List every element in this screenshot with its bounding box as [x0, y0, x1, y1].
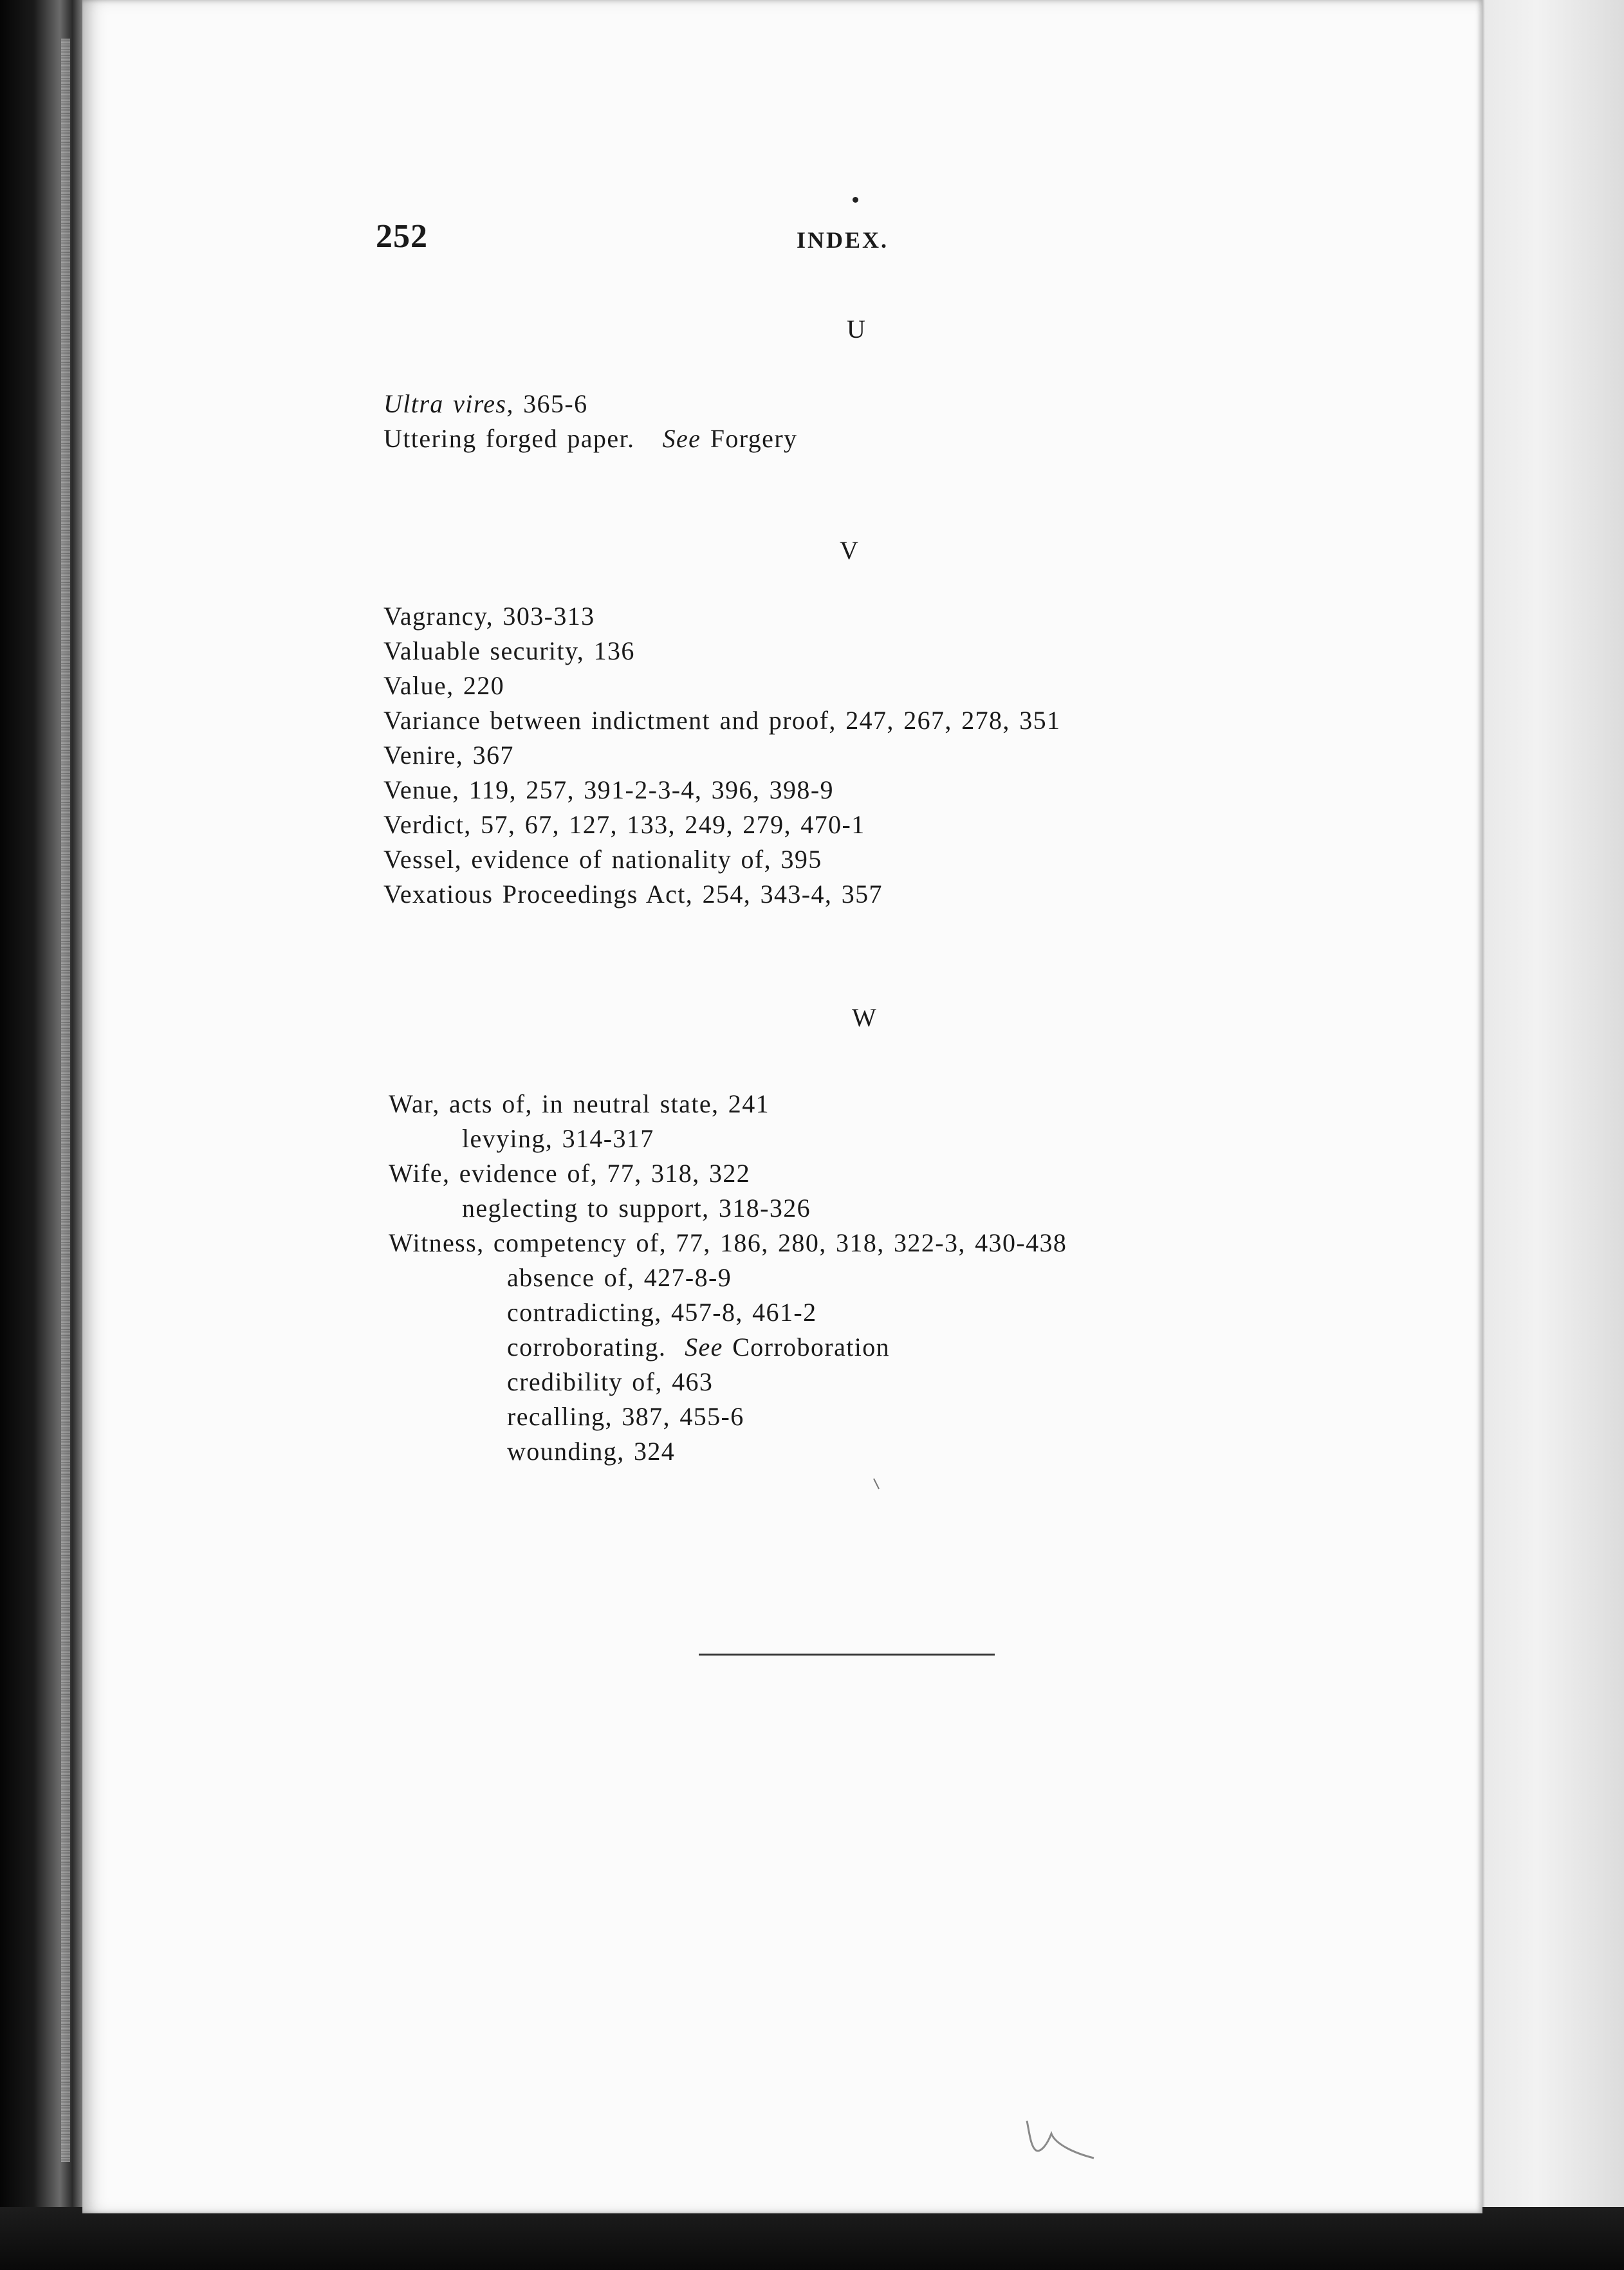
index-entry: Vagrancy, 303-313: [383, 602, 595, 631]
cross-reference: Forgery: [701, 424, 798, 453]
index-subentry-corroborating: [507, 1334, 890, 1360]
index-entry: War, acts of, in neutral state, 241: [389, 1089, 770, 1118]
end-rule: [699, 1654, 995, 1656]
section-letter-w: W: [852, 1003, 877, 1032]
running-head: INDEX.: [797, 227, 889, 253]
index-subentry: absence of, 427-8-9: [507, 1263, 732, 1292]
section-letter-v: V: [840, 536, 859, 565]
cross-reference: Corroboration: [723, 1333, 890, 1361]
entry-pages: 365-6: [513, 389, 588, 418]
index-entry-uttering: [383, 426, 797, 452]
index-entry-ultra-vires: [383, 391, 587, 417]
printer-dot-mark: [853, 197, 858, 203]
index-entry: Value, 220: [383, 671, 505, 700]
see-reference-word: See: [662, 424, 701, 453]
index-subentry: wounding, 324: [507, 1437, 676, 1466]
see-reference-word: See: [685, 1333, 723, 1361]
page-content: [82, 0, 1482, 2213]
index-entry: Valuable security, 136: [383, 636, 635, 665]
book-page: [82, 0, 1482, 2213]
page-number: 252: [376, 218, 428, 255]
index-subentry: levying, 314-317: [462, 1124, 654, 1153]
index-subentry: credibility of, 463: [507, 1367, 714, 1396]
stray-mark-icon: [872, 1477, 880, 1490]
entry-text: Uttering forged paper.: [383, 424, 635, 453]
facing-page-edge: [1459, 0, 1624, 2270]
index-entry: Venire, 367: [383, 741, 514, 770]
index-entry: Wife, evidence of, 77, 318, 322: [389, 1159, 751, 1188]
index-subentry: recalling, 387, 455-6: [507, 1402, 744, 1431]
scan-bottom-edge: [0, 2207, 1624, 2270]
section-letter-u: U: [847, 315, 866, 344]
index-entry: Vexatious Proceedings Act, 254, 343-4, 357: [383, 880, 883, 909]
index-entry: Verdict, 57, 67, 127, 133, 249, 279, 470-1: [383, 810, 865, 839]
index-subentry: contradicting, 457-8, 461-2: [507, 1298, 817, 1327]
entry-term-italic: Ultra vires,: [383, 389, 514, 418]
index-entry: Variance between indictment and proof, 247, 267, 278, 351: [383, 706, 1061, 735]
pencil-annotation-icon: [1022, 2108, 1099, 2159]
index-entry: Vessel, evidence of nationality of, 395: [383, 845, 822, 874]
entry-text: corroborating.: [507, 1333, 667, 1361]
index-subentry: neglecting to support, 318-326: [462, 1194, 811, 1223]
index-entry: Venue, 119, 257, 391-2-3-4, 396, 398-9: [383, 775, 834, 804]
index-entry: Witness, competency of, 77, 186, 280, 318, 322-3, 430-438: [389, 1228, 1067, 1257]
